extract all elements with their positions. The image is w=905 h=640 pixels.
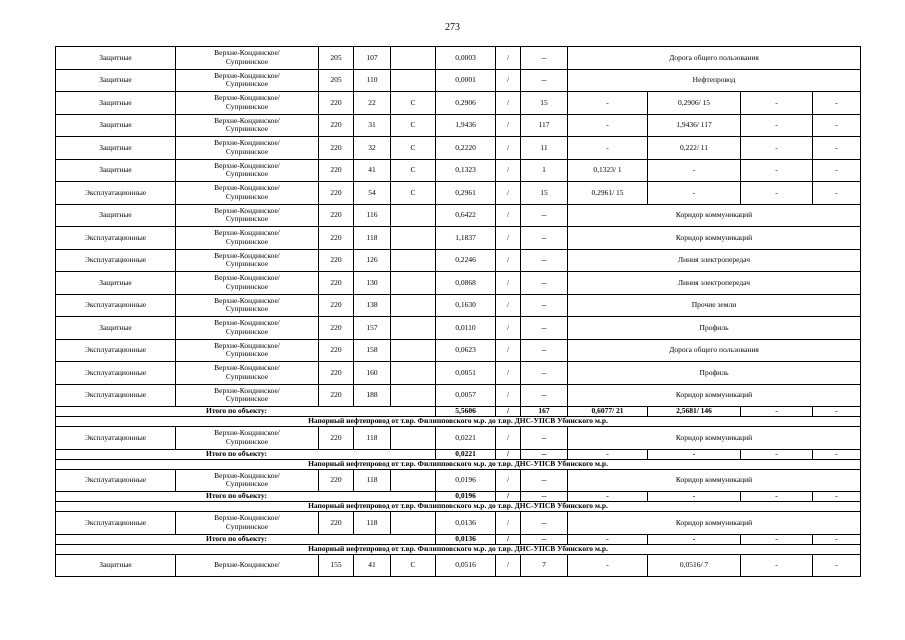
type-code-cell <box>391 47 436 70</box>
purpose-cell: Дорога общего пользования <box>568 47 861 70</box>
purpose-cell: Нефтепровод <box>568 69 861 92</box>
purpose-cell: Линия электропередач <box>568 272 861 295</box>
type-code-cell <box>391 317 436 340</box>
separator-cell: / <box>496 554 521 577</box>
area-cell: 0,2906 <box>436 92 496 115</box>
area-cell: 0,6422 <box>436 204 496 227</box>
quarter-cell: 155 <box>319 554 354 577</box>
plot-number-cell: 138 <box>354 294 391 317</box>
purpose-cell: Коридор коммуникаций <box>568 427 861 450</box>
location-cell: Верхне-Кондинское/ Суприинское <box>176 427 319 450</box>
quarter-cell: 220 <box>319 384 354 407</box>
location-cell: Верхне-Кондинское/ Суприинское <box>176 69 319 92</box>
value-cell: - <box>813 534 861 544</box>
plot-number-cell: 188 <box>354 384 391 407</box>
separator-cell: / <box>496 339 521 362</box>
total-row <box>56 534 861 544</box>
plot-number-cell: 118 <box>354 512 391 535</box>
area-cell: 1,9436 <box>436 114 496 137</box>
quarter-cell: 220 <box>319 427 354 450</box>
count-cell: -- <box>521 534 568 544</box>
table-row <box>56 137 861 160</box>
type-code-cell: С <box>391 137 436 160</box>
quarter-cell: 220 <box>319 114 354 137</box>
separator-cell: / <box>496 407 521 417</box>
table-row <box>56 47 861 70</box>
value-cell: - <box>648 449 741 459</box>
purpose-cell: Дорога общего пользования <box>568 339 861 362</box>
value-cell: - <box>568 114 648 137</box>
total-label-cell: Итого по объекту: <box>56 407 436 417</box>
plot-number-cell: 118 <box>354 427 391 450</box>
type-code-cell <box>391 427 436 450</box>
separator-cell: / <box>496 182 521 205</box>
value-cell: - <box>741 159 813 182</box>
separator-cell: / <box>496 204 521 227</box>
plot-number-cell: 41 <box>354 159 391 182</box>
land-category-cell: Защитные <box>56 159 176 182</box>
area-cell: 0,0136 <box>436 512 496 535</box>
type-code-cell <box>391 272 436 295</box>
location-cell: Верхне-Кондинское/ Суприинское <box>176 339 319 362</box>
count-cell: -- <box>521 272 568 295</box>
value-cell: 0,222/ 11 <box>648 137 741 160</box>
quarter-cell: 205 <box>319 69 354 92</box>
area-cell: 0,0110 <box>436 317 496 340</box>
location-cell: Верхне-Кондинское/ Суприинское <box>176 362 319 385</box>
area-cell: 0,2220 <box>436 137 496 160</box>
value-cell: - <box>813 159 861 182</box>
plot-number-cell: 41 <box>354 554 391 577</box>
land-category-cell: Защитные <box>56 114 176 137</box>
value-cell: - <box>813 492 861 502</box>
type-code-cell <box>391 512 436 535</box>
area-cell: 0,1630 <box>436 294 496 317</box>
area-cell: 0,0057 <box>436 384 496 407</box>
area-cell: 0,2246 <box>436 249 496 272</box>
value-cell: 0,6077/ 21 <box>568 407 648 417</box>
plot-number-cell: 160 <box>354 362 391 385</box>
table-row <box>56 339 861 362</box>
purpose-cell: Профиль <box>568 317 861 340</box>
value-cell: - <box>741 182 813 205</box>
separator-cell: / <box>496 317 521 340</box>
separator-cell: / <box>496 449 521 459</box>
separator-cell: / <box>496 47 521 70</box>
value-cell: - <box>741 92 813 115</box>
table-row <box>56 182 861 205</box>
count-cell: 15 <box>521 182 568 205</box>
value-cell: - <box>648 534 741 544</box>
plot-number-cell: 130 <box>354 272 391 295</box>
value-cell: 0,2906/ 15 <box>648 92 741 115</box>
table-row <box>56 294 861 317</box>
type-code-cell: С <box>391 554 436 577</box>
location-cell: Верхне-Кондинское/ Суприинское <box>176 159 319 182</box>
purpose-cell: Линия электропередач <box>568 249 861 272</box>
section-title-cell: Напорный нефтепровод от т.вр. Филипповского м.р. до т.вр. ДНС-УПСВ Убинского м.р. <box>56 544 861 554</box>
table-row <box>56 469 861 492</box>
purpose-cell: Профиль <box>568 362 861 385</box>
count-cell: -- <box>521 449 568 459</box>
count-cell: 167 <box>521 407 568 417</box>
count-cell: 11 <box>521 137 568 160</box>
location-cell: Верхне-Кондинское/ Суприинское <box>176 249 319 272</box>
land-category-cell: Эксплуатационные <box>56 182 176 205</box>
location-cell: Верхне-Кондинское/ Суприинское <box>176 317 319 340</box>
quarter-cell: 220 <box>319 92 354 115</box>
count-cell: 15 <box>521 92 568 115</box>
total-row <box>56 449 861 459</box>
value-cell: 1,9436/ 117 <box>648 114 741 137</box>
quarter-cell: 220 <box>319 227 354 250</box>
page-number: 273 <box>445 22 460 33</box>
count-cell: -- <box>521 204 568 227</box>
plot-number-cell: 157 <box>354 317 391 340</box>
section-header-row <box>56 417 861 427</box>
count-cell: -- <box>521 427 568 450</box>
quarter-cell: 220 <box>319 339 354 362</box>
section-header-row <box>56 459 861 469</box>
separator-cell: / <box>496 159 521 182</box>
land-category-cell: Эксплуатационные <box>56 512 176 535</box>
count-cell: -- <box>521 384 568 407</box>
type-code-cell <box>391 339 436 362</box>
value-cell: - <box>648 492 741 502</box>
location-cell: Верхне-Кондинское/ Суприинское <box>176 137 319 160</box>
value-cell: - <box>741 449 813 459</box>
land-allocation-table <box>55 46 861 577</box>
table-row <box>56 92 861 115</box>
value-cell: - <box>648 182 741 205</box>
value-cell: - <box>813 554 861 577</box>
value-cell: 0,0516/ 7 <box>648 554 741 577</box>
table-row <box>56 159 861 182</box>
total-row <box>56 407 861 417</box>
land-category-cell: Защитные <box>56 92 176 115</box>
table-row <box>56 69 861 92</box>
area-cell: 0,0221 <box>436 449 496 459</box>
value-cell: - <box>568 137 648 160</box>
separator-cell: / <box>496 249 521 272</box>
table-row <box>56 427 861 450</box>
plot-number-cell: 158 <box>354 339 391 362</box>
area-cell: 0,0196 <box>436 492 496 502</box>
separator-cell: / <box>496 69 521 92</box>
value-cell: - <box>568 92 648 115</box>
area-cell: 0,0001 <box>436 69 496 92</box>
plot-number-cell: 116 <box>354 204 391 227</box>
type-code-cell <box>391 249 436 272</box>
quarter-cell: 220 <box>319 182 354 205</box>
separator-cell: / <box>496 294 521 317</box>
plot-number-cell: 126 <box>354 249 391 272</box>
land-category-cell: Эксплуатационные <box>56 227 176 250</box>
table-row <box>56 362 861 385</box>
separator-cell: / <box>496 92 521 115</box>
area-cell: 1,1837 <box>436 227 496 250</box>
land-category-cell: Эксплуатационные <box>56 469 176 492</box>
type-code-cell <box>391 362 436 385</box>
quarter-cell: 205 <box>319 47 354 70</box>
separator-cell: / <box>496 427 521 450</box>
separator-cell: / <box>496 492 521 502</box>
table-row <box>56 114 861 137</box>
purpose-cell: Коридор коммуникаций <box>568 384 861 407</box>
purpose-cell: Коридор коммуникаций <box>568 469 861 492</box>
type-code-cell <box>391 294 436 317</box>
type-code-cell: С <box>391 92 436 115</box>
purpose-cell: Коридор коммуникаций <box>568 204 861 227</box>
purpose-cell: Прочие земли <box>568 294 861 317</box>
location-cell: Верхне-Кондинское/ Суприинское <box>176 47 319 70</box>
separator-cell: / <box>496 384 521 407</box>
value-cell: - <box>741 534 813 544</box>
count-cell: -- <box>521 339 568 362</box>
section-title-cell: Напорный нефтепровод от т.вр. Филипповского м.р. до т.вр. ДНС-УПСВ Убинского м.р. <box>56 417 861 427</box>
type-code-cell <box>391 384 436 407</box>
value-cell: - <box>741 137 813 160</box>
count-cell: 1 <box>521 159 568 182</box>
count-cell: -- <box>521 469 568 492</box>
section-header-row <box>56 544 861 554</box>
value-cell: 0,2961/ 15 <box>568 182 648 205</box>
quarter-cell: 220 <box>319 362 354 385</box>
land-category-cell: Защитные <box>56 272 176 295</box>
purpose-cell: Коридор коммуникаций <box>568 512 861 535</box>
quarter-cell: 220 <box>319 469 354 492</box>
plot-number-cell: 107 <box>354 47 391 70</box>
count-cell: -- <box>521 47 568 70</box>
plot-number-cell: 31 <box>354 114 391 137</box>
count-cell: -- <box>521 227 568 250</box>
table-row <box>56 249 861 272</box>
count-cell: -- <box>521 492 568 502</box>
value-cell: - <box>813 92 861 115</box>
land-category-cell: Защитные <box>56 47 176 70</box>
quarter-cell: 220 <box>319 294 354 317</box>
count-cell: -- <box>521 294 568 317</box>
plot-number-cell: 118 <box>354 469 391 492</box>
land-category-cell: Защитные <box>56 204 176 227</box>
area-cell: 0,0221 <box>436 427 496 450</box>
quarter-cell: 220 <box>319 512 354 535</box>
location-cell: Верхне-Кондинское/ Суприинское <box>176 384 319 407</box>
area-cell: 0,1323 <box>436 159 496 182</box>
count-cell: 7 <box>521 554 568 577</box>
separator-cell: / <box>496 272 521 295</box>
location-cell: Верхне-Кондинское/ Суприинское <box>176 512 319 535</box>
separator-cell: / <box>496 227 521 250</box>
count-cell: -- <box>521 512 568 535</box>
type-code-cell <box>391 227 436 250</box>
value-cell: - <box>813 449 861 459</box>
area-cell: 0,0623 <box>436 339 496 362</box>
land-category-cell: Защитные <box>56 69 176 92</box>
land-category-cell: Эксплуатационные <box>56 384 176 407</box>
value-cell: - <box>648 159 741 182</box>
type-code-cell: С <box>391 159 436 182</box>
land-category-cell: Эксплуатационные <box>56 362 176 385</box>
area-cell: 0,2961 <box>436 182 496 205</box>
type-code-cell <box>391 469 436 492</box>
count-cell: -- <box>521 249 568 272</box>
location-cell: Верхне-Кондинское/ Суприинское <box>176 114 319 137</box>
table-row <box>56 272 861 295</box>
value-cell: 2,5681/ 146 <box>648 407 741 417</box>
location-cell: Верхне-Кондинское/ Суприинское <box>176 204 319 227</box>
table-row <box>56 204 861 227</box>
value-cell: - <box>813 407 861 417</box>
quarter-cell: 220 <box>319 204 354 227</box>
total-row <box>56 492 861 502</box>
land-category-cell: Эксплуатационные <box>56 249 176 272</box>
value-cell: - <box>568 534 648 544</box>
value-cell: - <box>741 492 813 502</box>
table-row <box>56 384 861 407</box>
type-code-cell: С <box>391 182 436 205</box>
section-header-row <box>56 502 861 512</box>
separator-cell: / <box>496 534 521 544</box>
plot-number-cell: 22 <box>354 92 391 115</box>
value-cell: - <box>741 554 813 577</box>
area-cell: 0,0196 <box>436 469 496 492</box>
location-cell: Верхне-Кондинское/ Суприинское <box>176 92 319 115</box>
quarter-cell: 220 <box>319 137 354 160</box>
separator-cell: / <box>496 137 521 160</box>
separator-cell: / <box>496 512 521 535</box>
location-cell: Верхне-Кондинское/ Суприинское <box>176 272 319 295</box>
value-cell: - <box>813 114 861 137</box>
value-cell: 0,1323/ 1 <box>568 159 648 182</box>
land-category-cell: Защитные <box>56 137 176 160</box>
section-title-cell: Напорный нефтепровод от т.вр. Филипповского м.р. до т.вр. ДНС-УПСВ Убинского м.р. <box>56 459 861 469</box>
location-cell: Верхне-Кондинское/ Суприинское <box>176 469 319 492</box>
quarter-cell: 220 <box>319 159 354 182</box>
plot-number-cell: 118 <box>354 227 391 250</box>
land-category-cell: Эксплуатационные <box>56 427 176 450</box>
purpose-cell: Коридор коммуникаций <box>568 227 861 250</box>
table-body <box>56 47 861 577</box>
total-label-cell: Итого по объекту: <box>56 492 436 502</box>
location-cell: Верхне-Кондинское/ Суприинское <box>176 294 319 317</box>
separator-cell: / <box>496 114 521 137</box>
table-row <box>56 554 861 577</box>
separator-cell: / <box>496 362 521 385</box>
location-cell: Верхне-Кондинское/ <box>176 554 319 577</box>
area-cell: 0,0051 <box>436 362 496 385</box>
quarter-cell: 220 <box>319 272 354 295</box>
location-cell: Верхне-Кондинское/ Суприинское <box>176 227 319 250</box>
table-row <box>56 317 861 340</box>
area-cell: 0,0136 <box>436 534 496 544</box>
count-cell: 117 <box>521 114 568 137</box>
quarter-cell: 220 <box>319 249 354 272</box>
table-row <box>56 512 861 535</box>
land-category-cell: Эксплуатационные <box>56 294 176 317</box>
separator-cell: / <box>496 469 521 492</box>
total-label-cell: Итого по объекту: <box>56 449 436 459</box>
section-title-cell: Напорный нефтепровод от т.вр. Филипповского м.р. до т.вр. ДНС-УПСВ Убинского м.р. <box>56 502 861 512</box>
land-category-cell: Защитные <box>56 554 176 577</box>
count-cell: -- <box>521 317 568 340</box>
count-cell: -- <box>521 362 568 385</box>
plot-number-cell: 54 <box>354 182 391 205</box>
value-cell: - <box>568 492 648 502</box>
area-cell: 5,5606 <box>436 407 496 417</box>
plot-number-cell: 110 <box>354 69 391 92</box>
land-category-cell: Защитные <box>56 317 176 340</box>
location-cell: Верхне-Кондинское/ Суприинское <box>176 182 319 205</box>
count-cell: -- <box>521 69 568 92</box>
value-cell: - <box>568 449 648 459</box>
area-cell: 0,0003 <box>436 47 496 70</box>
quarter-cell: 220 <box>319 317 354 340</box>
land-category-cell: Эксплуатационные <box>56 339 176 362</box>
value-cell: - <box>741 407 813 417</box>
value-cell: - <box>568 554 648 577</box>
area-cell: 0,0868 <box>436 272 496 295</box>
area-cell: 0,0516 <box>436 554 496 577</box>
value-cell: - <box>813 137 861 160</box>
value-cell: - <box>741 114 813 137</box>
type-code-cell <box>391 69 436 92</box>
plot-number-cell: 32 <box>354 137 391 160</box>
table-row <box>56 227 861 250</box>
type-code-cell: С <box>391 114 436 137</box>
value-cell: - <box>813 182 861 205</box>
total-label-cell: Итого по объекту: <box>56 534 436 544</box>
type-code-cell <box>391 204 436 227</box>
